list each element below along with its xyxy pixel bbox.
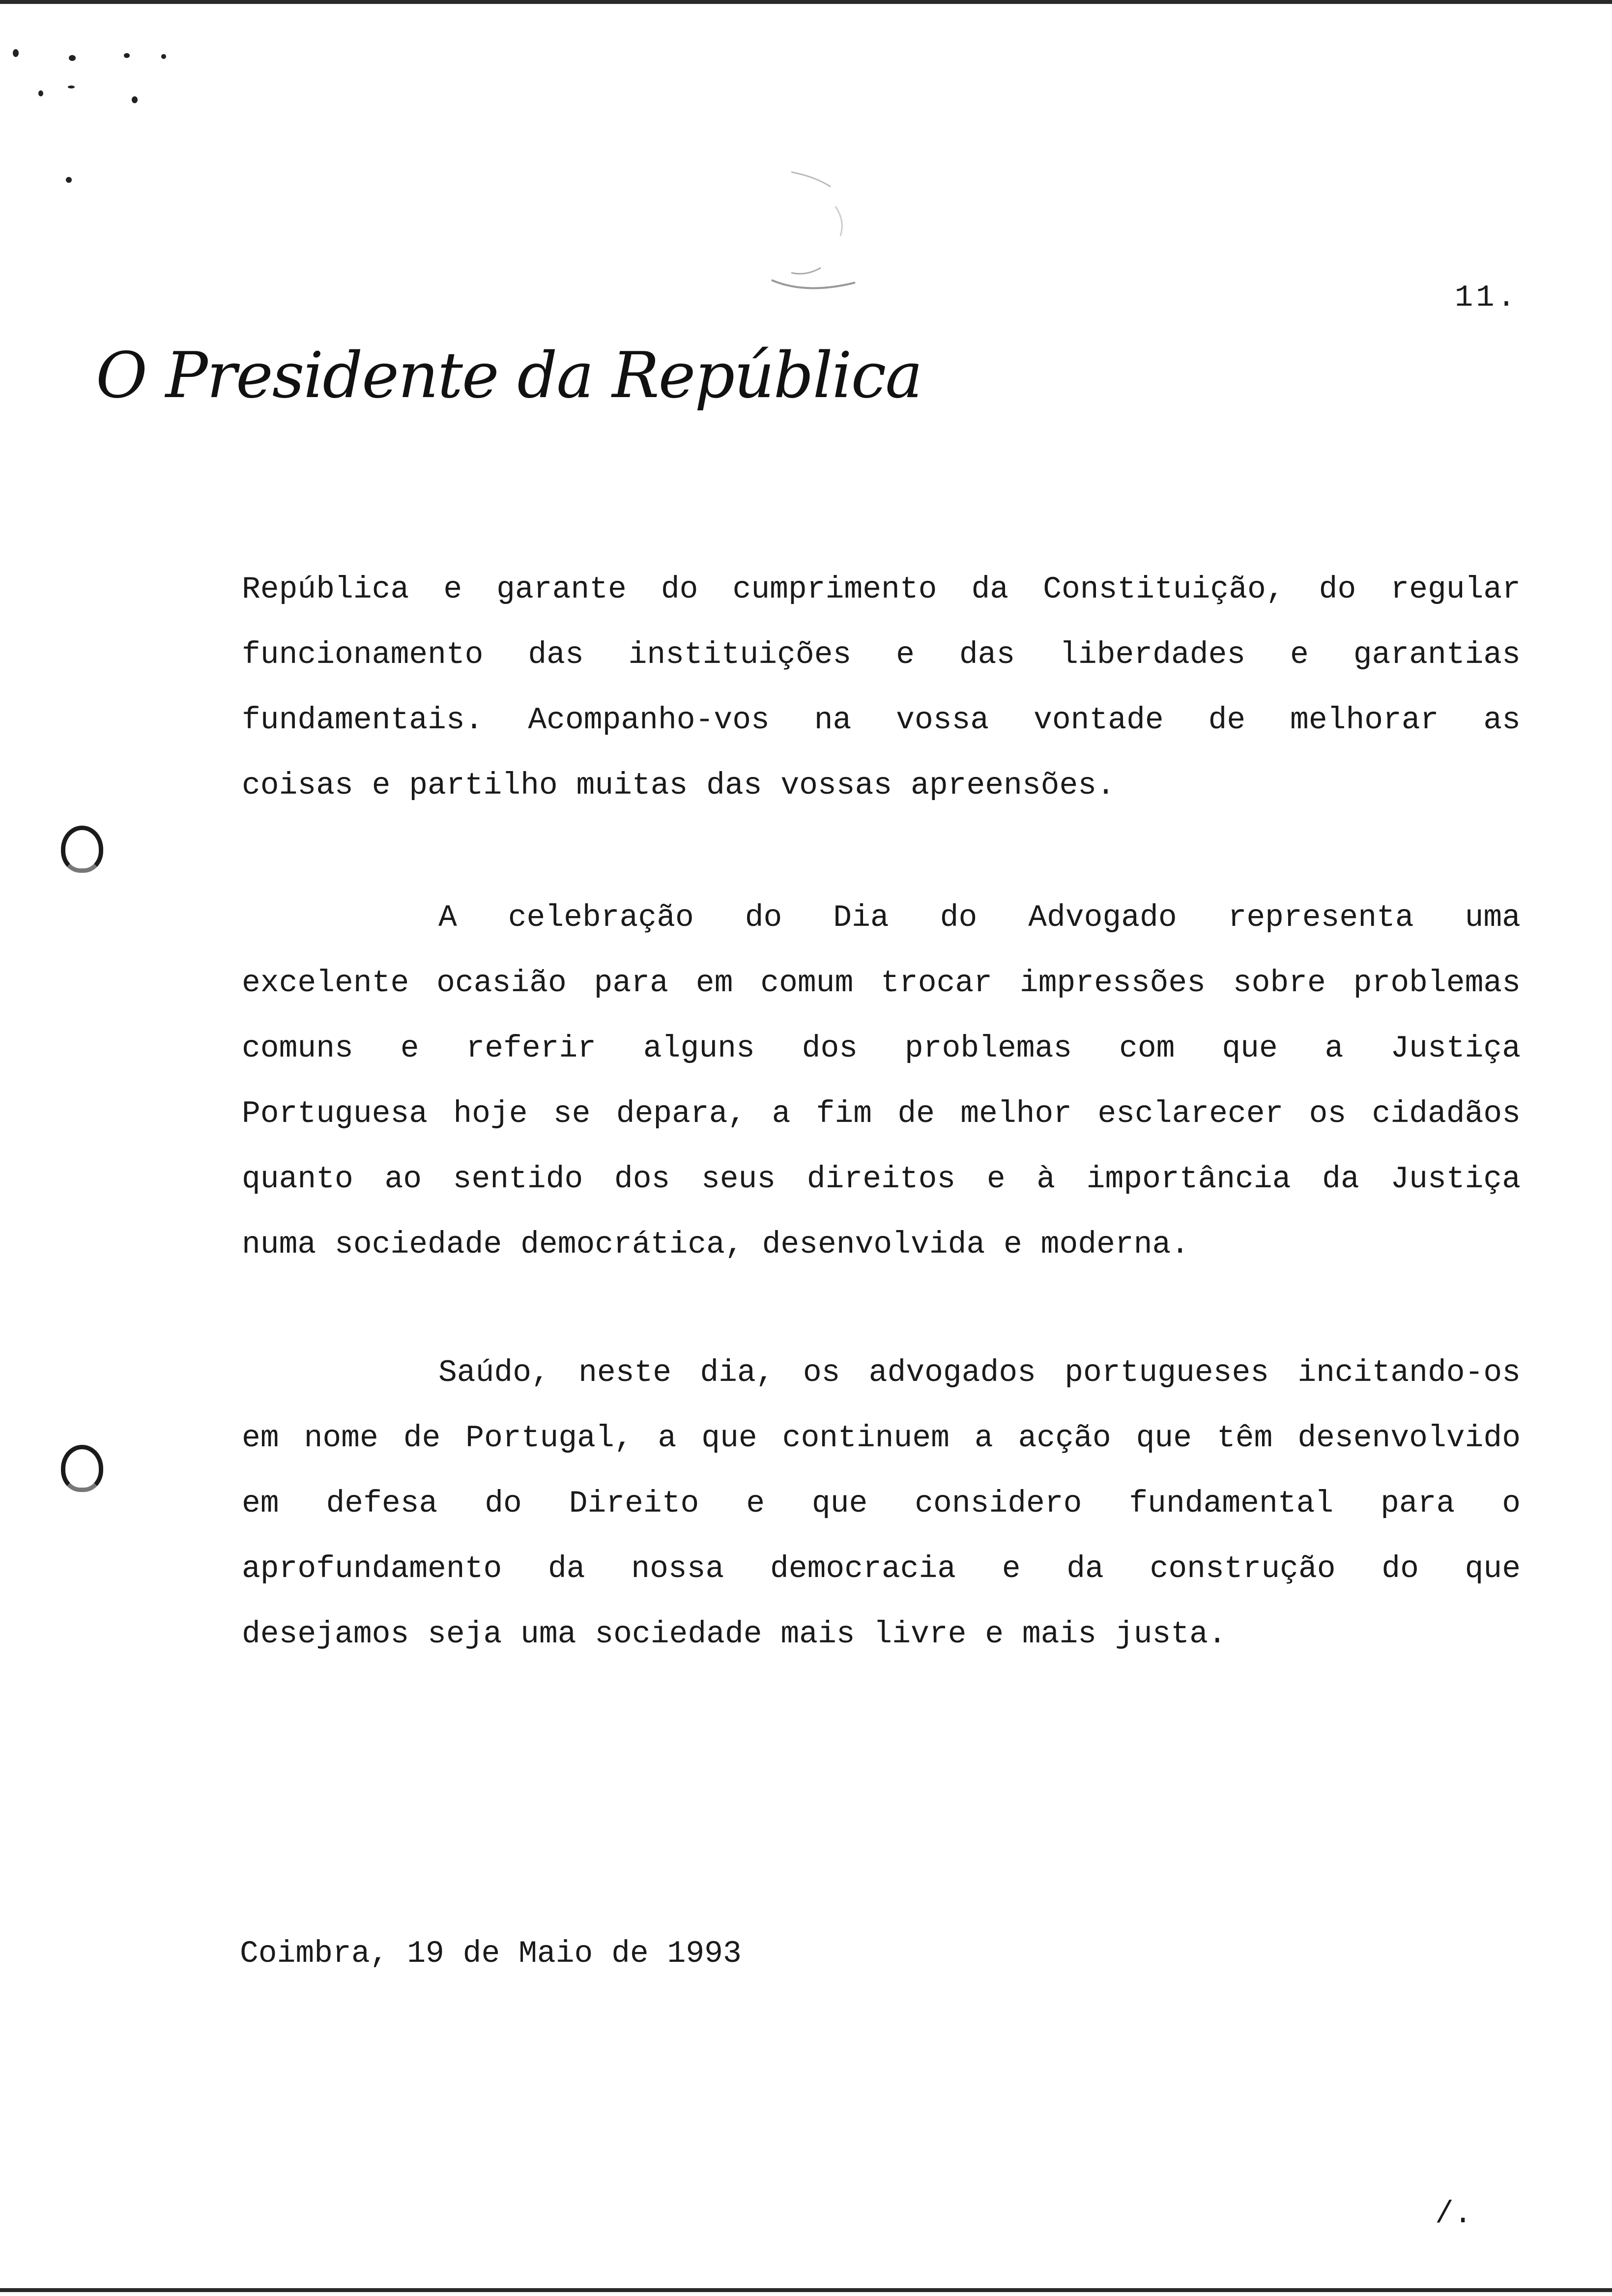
text-line: em defesa do Direito e que considero fundamental para o	[242, 1486, 1521, 1521]
scan-speck	[124, 53, 130, 58]
text-line: excelente ocasião para em comum trocar impressões sobre problemas	[242, 966, 1521, 1001]
punch-hole	[61, 1445, 103, 1492]
text-line: em nome de Portugal, a que continuem a acção que têm desenvolvido	[242, 1421, 1521, 1456]
scan-speck	[66, 177, 72, 183]
continuation-mark: /.	[1435, 2197, 1472, 2232]
scan-speck	[38, 90, 43, 96]
scan-speck	[132, 96, 138, 103]
punch-hole	[61, 826, 103, 873]
text-line: comuns e referir alguns dos problemas com que a Justiça	[242, 1031, 1521, 1066]
text-line: Saúdo, neste dia, os advogados portugueses incitando-os	[438, 1355, 1521, 1390]
paragraph-1	[242, 557, 1521, 818]
text-line: fundamentais. Acompanho-vos na vossa vontade de melhorar as	[242, 703, 1521, 738]
scan-speck	[13, 49, 19, 57]
text-line: A celebração do Dia do Advogado representa uma	[438, 900, 1521, 935]
letterhead: O Presidente da República	[96, 339, 922, 412]
text-line: Portuguesa hoje se depara, a fim de melhor esclarecer os cidadãos	[242, 1096, 1521, 1131]
text-line: quanto ao sentido dos seus direitos e à importância da Justiça	[242, 1162, 1521, 1197]
bottom-border-line	[0, 2288, 1612, 2292]
text-line: funcionamento das instituições e das liberdades e garantias	[242, 637, 1521, 672]
top-border-line	[0, 0, 1612, 4]
text-line: coisas e partilho muitas das vossas apreensões.	[242, 768, 1115, 803]
text-line: desejamos seja uma sociedade mais livre e mais justa.	[242, 1617, 1227, 1652]
text-line: aprofundamento da nossa democracia e da construção do que	[242, 1551, 1521, 1586]
place-date: Coimbra, 19 de Maio de 1993	[240, 1936, 742, 1971]
scan-speck	[68, 86, 75, 88]
page-number: 11.	[1455, 280, 1519, 315]
scan-speck	[69, 55, 76, 61]
text-line: República e garante do cumprimento da Constituição, do regular	[242, 572, 1521, 607]
scan-smudge	[762, 167, 870, 315]
scan-speck	[161, 54, 166, 59]
paragraph-3	[242, 1340, 1521, 1667]
paragraph-2	[242, 885, 1521, 1277]
text-line: numa sociedade democrática, desenvolvida e moderna.	[242, 1227, 1190, 1262]
